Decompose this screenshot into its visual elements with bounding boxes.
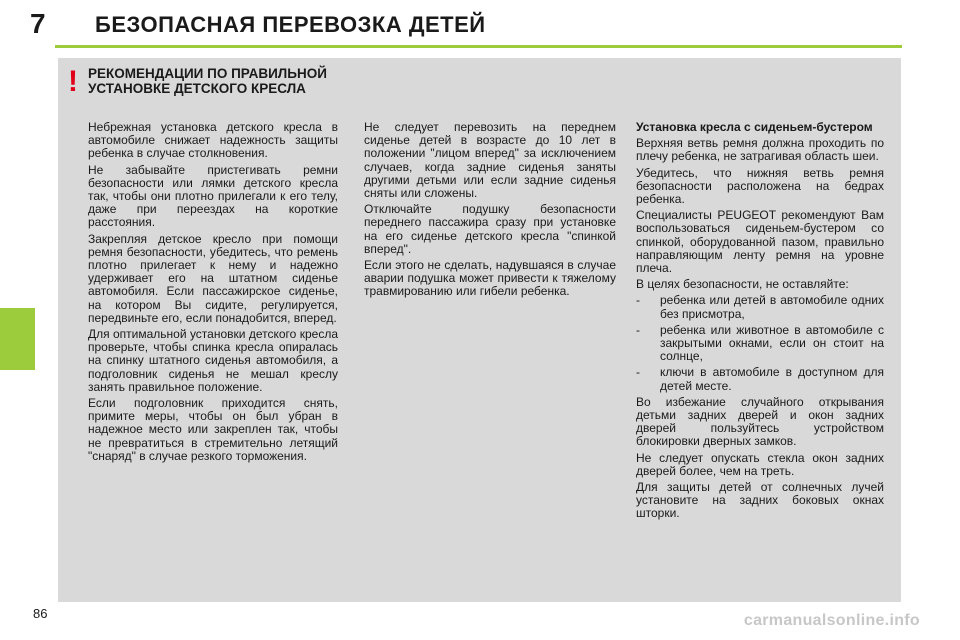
- paragraph: Для защиты детей от солнечных лучей установите на задних боковых окнах шторки.: [636, 480, 884, 521]
- watermark: carmanualsonline.info: [743, 612, 920, 629]
- bullet-text: ребенка или животное в автомобиле с закрытыми окнами, если он стоит на солнце,: [660, 322, 884, 364]
- chapter-side-tab: [0, 308, 35, 370]
- paragraph: Если подголовник приходится снять, примите меры, чтобы он был убран в надежное место или закреплен так, чтобы не превратиться в стремительно летящий "снаряд" в случае резкого торможения.: [88, 396, 338, 463]
- page-number: 86: [33, 606, 48, 621]
- paragraph: Не следует опускать стекла окон задних дверей более, чем на треть.: [636, 450, 884, 478]
- paragraph: Не следует перевозить на переднем сиденье детей в возрасте до 10 лет в положении "лицом вперед" за исключением случаев, когда задние сиденья заняты другими детьми или если задние сиденья сняты или сложены.: [364, 120, 616, 201]
- bullet-item: [636, 324, 884, 364]
- paragraph: Небрежная установка детского кресла в автомобиле снижает надежность защиты ребенка в случае столкновения.: [88, 120, 338, 161]
- paragraph: Закрепляя детское кресло при помощи ремня безопасности, убедитесь, что ремень плотно прилегает к нему и надежно удерживает его на штатном сиденье автомобиля. Если пассажирское сиденье, на котором Вы сидите, регулируется, передвиньте его, если понадобится, вперед.: [88, 231, 338, 325]
- bullet-item: [636, 366, 884, 392]
- chapter-title: БЕЗОПАСНАЯ ПЕРЕВОЗКА ДЕТЕЙ: [95, 12, 486, 37]
- exclamation-icon: !: [68, 65, 78, 98]
- text-column-3: [636, 121, 884, 524]
- text-column-1: [88, 121, 338, 466]
- header-rule: [55, 45, 902, 48]
- paragraph: Для оптимальной установки детского кресла проверьте, чтобы спинка кресла опиралась на спинку штатного сиденья автомобиля, а подголовник сиденья не мешал креслу занять правильное положение.: [88, 327, 338, 394]
- section-subheading: Установка кресла с сиденьем-бустером: [636, 120, 873, 134]
- paragraph: Убедитесь, что нижняя ветвь ремня безопасности расположена на бедрах ребенка.: [636, 165, 884, 207]
- bullet-dash: -: [636, 365, 640, 380]
- warning-title: РЕКОМЕНДАЦИИ ПО ПРАВИЛЬНОЙ УСТАНОВКЕ ДЕТСКОГО КРЕСЛА: [88, 66, 327, 96]
- text-column-2: [364, 121, 616, 302]
- paragraph: Отключайте подушку безопасности переднего пассажира сразу при установке на его сиденье детского кресла "спинкой вперед".: [364, 202, 616, 256]
- bullet-item: [636, 294, 884, 320]
- chapter-number: 7: [30, 8, 46, 39]
- bullet-text: ключи в автомобиле в доступном для детей месте.: [660, 365, 884, 393]
- paragraph: В целях безопасности, не оставляйте:: [636, 277, 849, 292]
- paragraph: Верхняя ветвь ремня должна проходить по плечу ребенка, не затрагивая область шеи.: [636, 136, 884, 164]
- paragraph: Во избежание случайного открывания детьми задних дверей и окон задних дверей пользуйтесь устройством блокировки дверных замков.: [636, 394, 884, 449]
- paragraph: Специалисты PEUGEOT рекомендуют Вам воспользоваться сиденьем-бустером со спинкой, оборудованной пазом, правильно направляющим ленту ремня на уровне плеча.: [636, 208, 884, 276]
- paragraph: Если этого не сделать, надувшаяся в случае аварии подушка может привести к тяжелому травмированию или гибели ребенка.: [364, 258, 616, 299]
- bullet-dash: -: [636, 322, 640, 337]
- paragraph: Не забывайте пристегивать ремни безопасности или лямки детского кресла так, чтобы они плотно прилегали к его телу, даже при переездах на короткие расстояния.: [88, 162, 338, 230]
- bullet-text: ребенка или детей в автомобиле одних без присмотра,: [660, 293, 884, 321]
- bullet-dash: -: [636, 293, 640, 308]
